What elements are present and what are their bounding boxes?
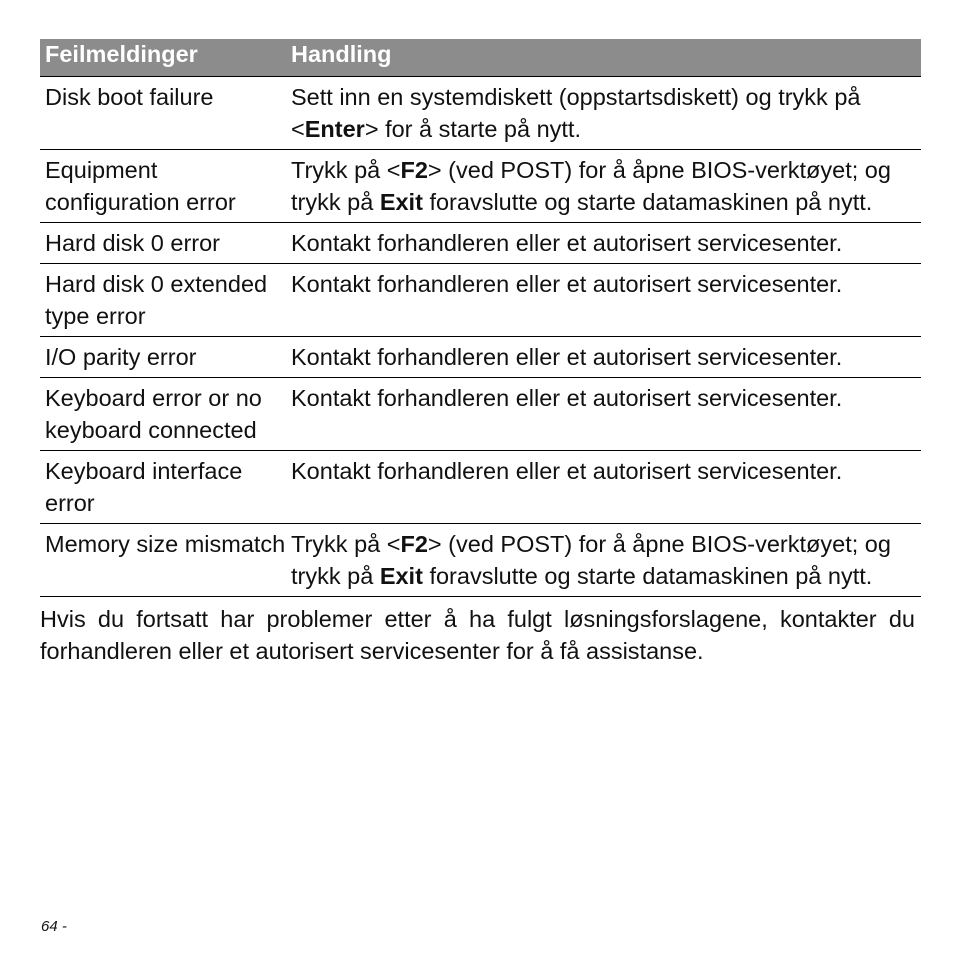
action-cell	[286, 223, 921, 264]
page-number: 64 -	[41, 918, 67, 935]
error-cell: I/O parity error	[40, 337, 286, 378]
table-row	[40, 451, 921, 524]
action-text: > for å starte på nytt.	[364, 116, 581, 142]
action-cell	[286, 77, 921, 150]
key-name: F2	[400, 157, 428, 183]
action-text: Kontakt forhandleren eller et autorisert servicesenter.	[291, 344, 843, 370]
table-row	[40, 150, 921, 223]
table-row	[40, 524, 921, 597]
column-header-action: Handling	[286, 39, 921, 77]
column-header-error: Feilmeldinger	[40, 39, 286, 77]
action-text: Kontakt forhandleren eller et autorisert servicesenter.	[291, 271, 843, 297]
key-name: F2	[400, 531, 428, 557]
action-text: Trykk på <	[291, 157, 401, 183]
error-message-table	[40, 39, 921, 597]
page-content	[40, 39, 921, 667]
action-text: Kontakt forhandleren eller et autorisert servicesenter.	[291, 458, 843, 484]
error-cell: Equipment configuration error	[40, 150, 286, 223]
support-note: Hvis du fortsatt har problemer etter å ha fulgt løsningsforslagene, kontakter du forhandleren eller et autorisert servicesenter for å få assistanse.	[40, 606, 915, 664]
error-cell: Hard disk 0 error	[40, 223, 286, 264]
key-name: Exit	[379, 563, 423, 589]
table-row	[40, 77, 921, 150]
error-cell: Keyboard interface error	[40, 451, 286, 524]
action-cell	[286, 264, 921, 337]
action-cell	[286, 150, 921, 223]
action-text: Kontakt forhandleren eller et autorisert servicesenter.	[291, 385, 843, 411]
table-header-row	[40, 39, 921, 77]
action-text: Trykk på <	[291, 531, 401, 557]
error-cell: Memory size mismatch	[40, 524, 286, 597]
table-row	[40, 378, 921, 451]
key-name: Enter	[304, 116, 365, 142]
action-cell	[286, 451, 921, 524]
action-text: foravslutte og starte datamaskinen på nytt.	[422, 189, 873, 215]
action-cell	[286, 337, 921, 378]
action-cell	[286, 524, 921, 597]
action-text: > (ved POST) for å åpne BIOS-verktøyet; og trykk på	[291, 157, 891, 215]
action-text: Kontakt forhandleren eller et autorisert servicesenter.	[291, 230, 843, 256]
key-name: Exit	[379, 189, 423, 215]
error-cell: Hard disk 0 extended type error	[40, 264, 286, 337]
table-row	[40, 337, 921, 378]
action-text: > (ved POST) for å åpne BIOS-verktøyet; og trykk på	[291, 531, 891, 589]
table-row	[40, 264, 921, 337]
action-text: foravslutte og starte datamaskinen på nytt.	[422, 563, 873, 589]
action-cell	[286, 378, 921, 451]
action-text: Sett inn en systemdiskett (oppstartsdiskett) og trykk på <	[291, 84, 861, 142]
error-cell: Keyboard error or no keyboard connected	[40, 378, 286, 451]
table-row	[40, 223, 921, 264]
error-cell: Disk boot failure	[40, 77, 286, 150]
